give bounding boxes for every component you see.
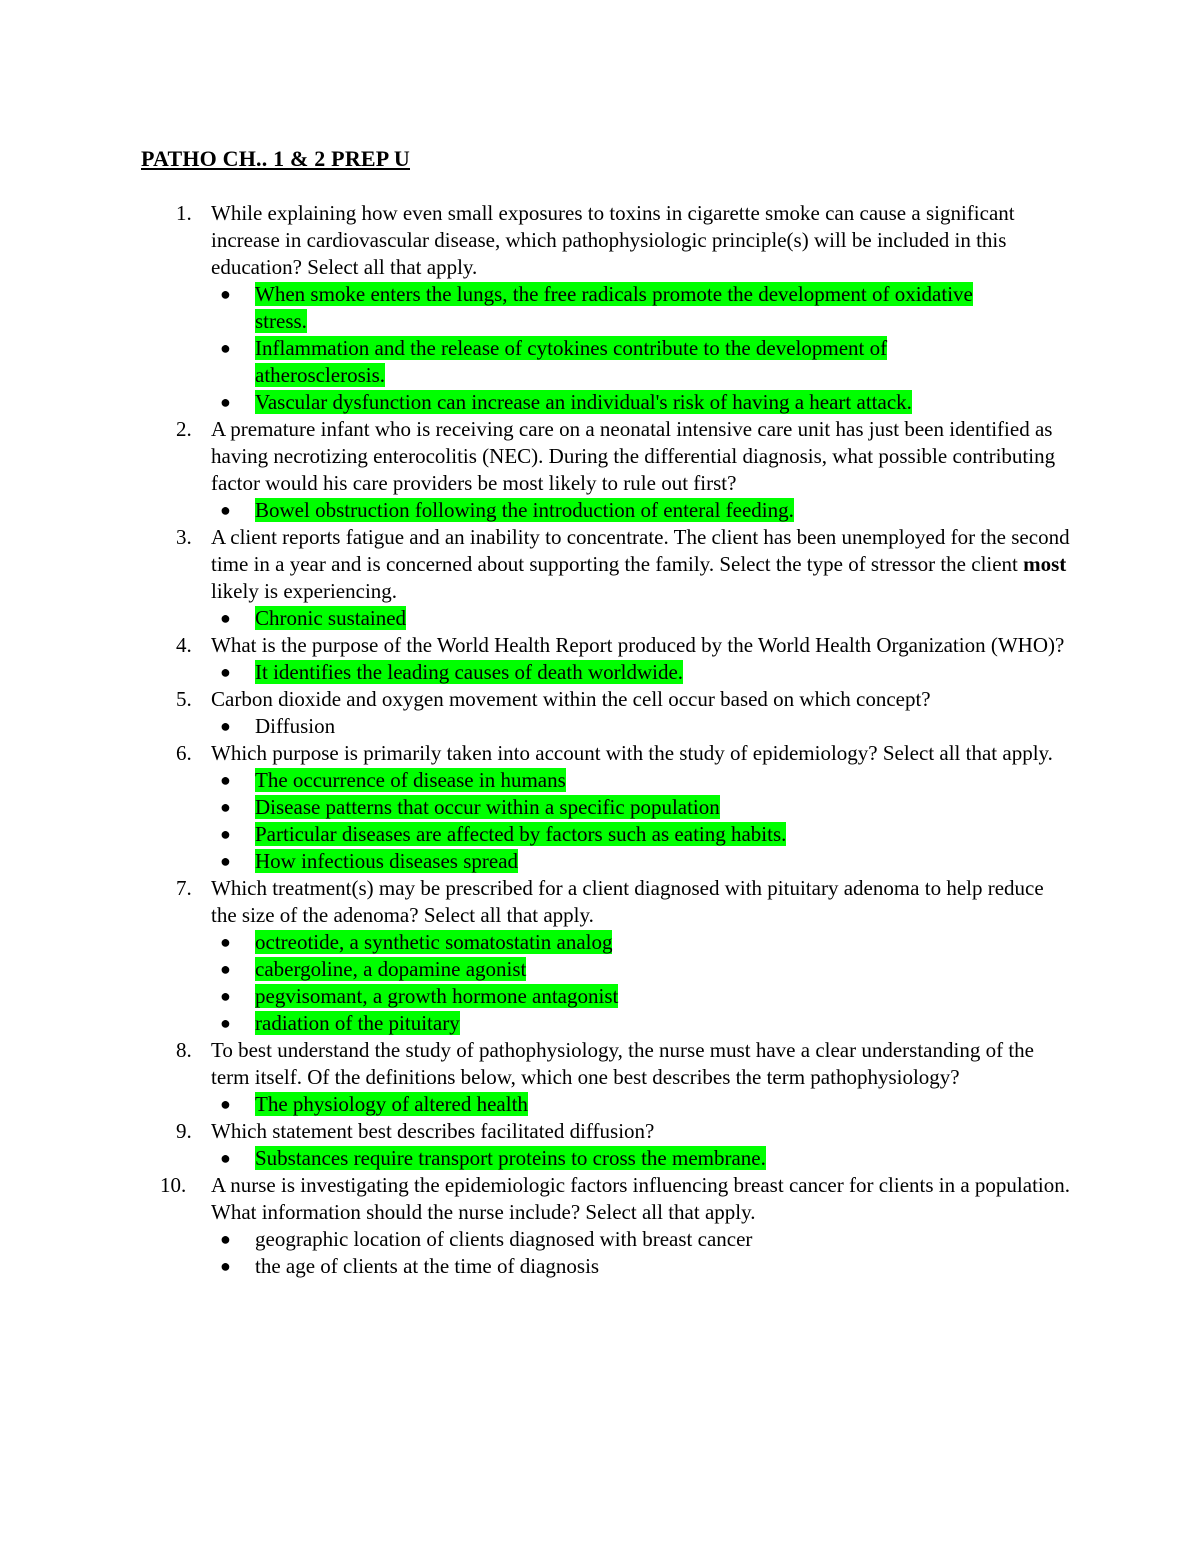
question-text: While explaining how even small exposures to toxins in cigarette smoke can cause a significant increase in cardiovascular disease, which pathophysiologic principle(s) will be included in this education? Select all that apply. bbox=[211, 201, 1015, 279]
bullet-icon: ● bbox=[220, 986, 231, 1006]
question-item bbox=[0, 200, 1200, 416]
answer-item bbox=[216, 821, 1015, 848]
question-number: 10. bbox=[160, 1173, 187, 1197]
answer-item bbox=[216, 1253, 1015, 1280]
question-number: 6. bbox=[176, 741, 192, 765]
answer-list bbox=[0, 767, 1200, 875]
answer-list bbox=[0, 713, 1200, 740]
answer-item bbox=[216, 767, 1015, 794]
answer-text: Bowel obstruction following the introduction of enteral feeding. bbox=[255, 498, 794, 522]
answer-item bbox=[216, 956, 1015, 983]
bullet-icon: ● bbox=[220, 716, 231, 736]
emphasis-text: most bbox=[1023, 552, 1067, 576]
answer-text: geographic location of clients diagnosed with breast cancer bbox=[255, 1227, 753, 1251]
answer-text: Inflammation and the release of cytokines contribute to the development of atherosclerosis. bbox=[255, 336, 888, 387]
answer-list bbox=[0, 1145, 1200, 1172]
answer-list bbox=[0, 605, 1200, 632]
answer-item bbox=[216, 389, 1015, 416]
answer-item bbox=[216, 605, 1015, 632]
question-item bbox=[0, 1172, 1200, 1280]
question-number: 3. bbox=[176, 525, 192, 549]
bullet-icon: ● bbox=[220, 338, 231, 358]
answer-item bbox=[216, 497, 1015, 524]
answer-item bbox=[216, 1226, 1015, 1253]
question-text: A nurse is investigating the epidemiologic factors influencing breast cancer for clients in a population. What information should the nurse include? Select all that apply. bbox=[211, 1173, 1071, 1224]
question-text: To best understand the study of pathophysiology, the nurse must have a clear understanding of the term itself. Of the definitions below, which one best describes the term pathophysiology? bbox=[211, 1038, 1034, 1089]
bullet-icon: ● bbox=[220, 797, 231, 817]
bullet-icon: ● bbox=[220, 608, 231, 628]
answer-item bbox=[216, 1091, 1015, 1118]
answer-item bbox=[216, 1010, 1015, 1037]
question-text: Which treatment(s) may be prescribed for a client diagnosed with pituitary adenoma to help reduce the size of the adenoma? Select all that apply. bbox=[211, 876, 1044, 927]
question-number: 2. bbox=[176, 417, 192, 441]
question-text: Which statement best describes facilitated diffusion? bbox=[211, 1119, 655, 1143]
answer-list bbox=[0, 929, 1200, 1037]
question-item bbox=[0, 1118, 1200, 1172]
answer-item bbox=[216, 659, 1015, 686]
bullet-icon: ● bbox=[220, 392, 231, 412]
answer-text: Diffusion bbox=[255, 714, 336, 738]
answer-item bbox=[216, 281, 1015, 335]
question-item bbox=[0, 875, 1200, 1037]
answer-item bbox=[216, 929, 1015, 956]
answer-list bbox=[0, 281, 1200, 416]
question-list bbox=[0, 200, 1200, 1280]
bullet-icon: ● bbox=[220, 284, 231, 304]
question-number: 4. bbox=[176, 633, 192, 657]
bullet-icon: ● bbox=[220, 932, 231, 952]
question-text: Which purpose is primarily taken into account with the study of epidemiology? Select all that apply. bbox=[211, 741, 1053, 765]
question-text-part: A client reports fatigue and an inability to concentrate. The client has been unemployed for the second time in a year and is concerned about supporting the family. Select the type of stressor the client bbox=[211, 525, 1070, 576]
bullet-icon: ● bbox=[220, 1256, 231, 1276]
question-item bbox=[0, 740, 1200, 875]
answer-text: How infectious diseases spread bbox=[255, 849, 519, 873]
answer-text: The occurrence of disease in humans bbox=[255, 768, 566, 792]
question-text: A premature infant who is receiving care on a neonatal intensive care unit has just been identified as having necrotizing enterocolitis (NEC). During the differential diagnosis, what possible contributing factor would his care providers be most likely to rule out first? bbox=[211, 417, 1056, 495]
document-title: PATHO CH.. 1 & 2 PREP U bbox=[141, 146, 410, 171]
question-number: 9. bbox=[176, 1119, 192, 1143]
bullet-icon: ● bbox=[220, 662, 231, 682]
answer-item bbox=[216, 794, 1015, 821]
answer-text: When smoke enters the lungs, the free radicals promote the development of oxidative stress. bbox=[255, 282, 973, 333]
answer-text: pegvisomant, a growth hormone antagonist bbox=[255, 984, 619, 1008]
answer-item bbox=[216, 335, 1015, 389]
question-text bbox=[211, 524, 1071, 605]
answer-text: Disease patterns that occur within a specific population bbox=[255, 795, 720, 819]
answer-text: Particular diseases are affected by factors such as eating habits. bbox=[255, 822, 787, 846]
bullet-icon: ● bbox=[220, 1229, 231, 1249]
answer-item bbox=[216, 983, 1015, 1010]
answer-item bbox=[216, 848, 1015, 875]
question-text-part: likely is experiencing. bbox=[211, 579, 398, 603]
answer-text: Vascular dysfunction can increase an individual's risk of having a heart attack. bbox=[255, 390, 912, 414]
answer-item bbox=[216, 713, 1015, 740]
answer-text: The physiology of altered health bbox=[255, 1092, 528, 1116]
bullet-icon: ● bbox=[220, 1013, 231, 1033]
question-text: Carbon dioxide and oxygen movement within the cell occur based on which concept? bbox=[211, 687, 931, 711]
answer-text: radiation of the pituitary bbox=[255, 1011, 460, 1035]
bullet-icon: ● bbox=[220, 1148, 231, 1168]
bullet-icon: ● bbox=[220, 851, 231, 871]
answer-list bbox=[0, 1226, 1200, 1280]
question-item bbox=[0, 686, 1200, 740]
bullet-icon: ● bbox=[220, 824, 231, 844]
answer-item bbox=[216, 1145, 1015, 1172]
question-number: 8. bbox=[176, 1038, 192, 1062]
answer-text: Chronic sustained bbox=[255, 606, 407, 630]
question-number: 1. bbox=[176, 201, 192, 225]
answer-list bbox=[0, 1091, 1200, 1118]
question-item bbox=[0, 524, 1200, 632]
answer-text: cabergoline, a dopamine agonist bbox=[255, 957, 527, 981]
bullet-icon: ● bbox=[220, 1094, 231, 1114]
answer-list bbox=[0, 659, 1200, 686]
answer-text: Substances require transport proteins to cross the membrane. bbox=[255, 1146, 766, 1170]
question-item bbox=[0, 416, 1200, 524]
answer-list bbox=[0, 497, 1200, 524]
question-item bbox=[0, 632, 1200, 686]
question-number: 7. bbox=[176, 876, 192, 900]
bullet-icon: ● bbox=[220, 959, 231, 979]
answer-text: the age of clients at the time of diagnosis bbox=[255, 1254, 600, 1278]
question-item bbox=[0, 1037, 1200, 1118]
answer-text: octreotide, a synthetic somatostatin analog bbox=[255, 930, 613, 954]
question-text: What is the purpose of the World Health Report produced by the World Health Organization (WHO)? bbox=[211, 633, 1065, 657]
bullet-icon: ● bbox=[220, 500, 231, 520]
bullet-icon: ● bbox=[220, 770, 231, 790]
question-number: 5. bbox=[176, 687, 192, 711]
answer-text: It identifies the leading causes of death worldwide. bbox=[255, 660, 684, 684]
